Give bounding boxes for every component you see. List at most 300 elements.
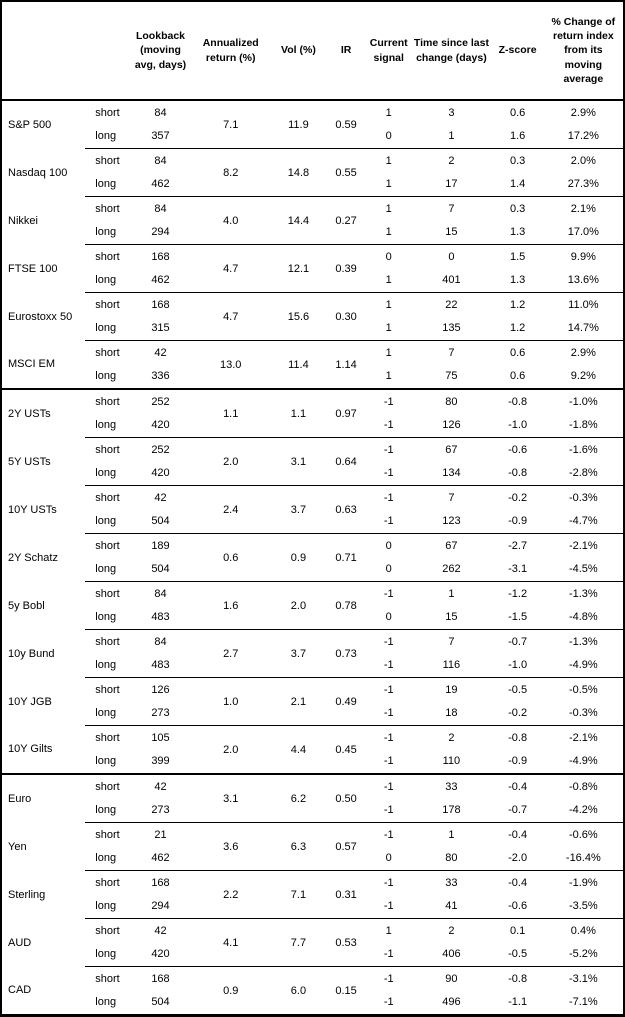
signal-cell: -1 xyxy=(383,948,394,961)
signal-cell: -1 xyxy=(366,389,411,414)
lookback-cell: 105 xyxy=(130,726,190,750)
ir-cell: 0.39 xyxy=(326,245,366,293)
pct-change-cell: -16.4% xyxy=(565,852,601,865)
zscore-cell: 1.3 xyxy=(509,226,526,239)
horizon-cell: long xyxy=(95,515,117,528)
asset-row-short xyxy=(1,823,624,847)
horizon-cell: short xyxy=(85,293,130,317)
lookback-cell: 42 xyxy=(130,919,190,943)
pct-change-cell: -1.3% xyxy=(544,630,624,654)
col-header-asset xyxy=(1,1,85,100)
asset-row-short xyxy=(1,919,624,943)
time-since-cell: 262 xyxy=(442,563,461,576)
asset-name: MSCI EM xyxy=(8,358,56,371)
col-header-time-since-last-change: Time since last change (days) xyxy=(411,1,491,100)
vol-cell: 3.1 xyxy=(271,438,326,486)
time-since-cell: 19 xyxy=(411,678,491,702)
zscore-cell: -0.8 xyxy=(492,389,544,414)
horizon-cell: long xyxy=(95,852,117,865)
time-since-cell: 7 xyxy=(411,630,491,654)
pct-change-cell: -0.6% xyxy=(544,823,624,847)
col-header-annualized-return: Annualized return (%) xyxy=(191,1,271,100)
lookback-cell: 294 xyxy=(151,226,170,239)
annualized-return-cell: 3.1 xyxy=(191,774,271,823)
col-header-zscore: Z-score xyxy=(492,1,544,100)
pct-change-cell: -0.8% xyxy=(544,774,624,799)
lookback-cell: 42 xyxy=(130,486,190,510)
annualized-return-cell: 2.4 xyxy=(191,486,271,534)
signal-cell: 1 xyxy=(366,149,411,173)
pct-change-cell: -4.9% xyxy=(568,659,598,672)
time-since-cell: 22 xyxy=(411,293,491,317)
annualized-return-cell: 3.6 xyxy=(191,823,271,871)
signal-cell: -1 xyxy=(366,774,411,799)
lookback-cell: 357 xyxy=(151,130,170,143)
time-since-cell: 67 xyxy=(411,534,491,558)
asset-name: AUD xyxy=(8,936,32,949)
signal-cell: 0 xyxy=(385,130,392,143)
annualized-return-cell: 2.2 xyxy=(191,871,271,919)
vol-cell: 15.6 xyxy=(271,293,326,341)
signal-cell: -1 xyxy=(383,804,394,817)
pct-change-cell: -4.8% xyxy=(568,611,598,624)
annualized-return-cell: 2.7 xyxy=(191,630,271,678)
horizon-cell: long xyxy=(95,707,117,720)
ir-cell: 0.50 xyxy=(326,774,366,823)
zscore-cell: 0.6 xyxy=(492,341,544,365)
col-header-current-signal: Current signal xyxy=(366,1,411,100)
pct-change-cell: -2.1% xyxy=(544,726,624,750)
signal-cell: -1 xyxy=(383,419,394,432)
zscore-cell: 1.5 xyxy=(492,245,544,269)
time-since-cell: 80 xyxy=(445,852,458,865)
signal-cell: 0 xyxy=(385,563,392,576)
annualized-return-cell: 4.7 xyxy=(191,245,271,293)
signal-cell: -1 xyxy=(383,900,394,913)
horizon-cell: long xyxy=(95,178,117,191)
time-since-cell: 126 xyxy=(442,419,461,432)
signal-cell: -1 xyxy=(366,582,411,606)
lookback-cell: 84 xyxy=(130,582,190,606)
horizon-cell: long xyxy=(95,226,117,239)
signal-cell: 1 xyxy=(385,226,392,239)
lookback-cell: 420 xyxy=(151,419,170,432)
pct-change-cell: -3.1% xyxy=(544,967,624,991)
lookback-cell: 168 xyxy=(130,293,190,317)
signal-cell: 1 xyxy=(385,322,392,335)
lookback-cell: 294 xyxy=(151,900,170,913)
vol-cell: 11.4 xyxy=(271,341,326,390)
zscore-cell: -3.1 xyxy=(508,563,528,576)
pct-change-cell: -4.7% xyxy=(568,515,598,528)
lookback-cell: 273 xyxy=(151,804,170,817)
signal-cell: 0 xyxy=(366,534,411,558)
asset-row-short xyxy=(1,438,624,462)
signal-cell: -1 xyxy=(383,996,394,1009)
asset-row-short xyxy=(1,871,624,895)
lookback-cell: 504 xyxy=(151,515,170,528)
signal-cell: 1 xyxy=(366,197,411,221)
zscore-cell: 0.3 xyxy=(492,149,544,173)
pct-change-cell: 14.7% xyxy=(567,322,599,335)
vol-cell: 3.7 xyxy=(271,630,326,678)
pct-change-cell: -7.1% xyxy=(568,996,598,1009)
horizon-cell: long xyxy=(95,419,117,432)
asset-row-short xyxy=(1,486,624,510)
time-since-cell: 17 xyxy=(445,178,458,191)
time-since-cell: 496 xyxy=(442,996,461,1009)
time-since-cell: 41 xyxy=(445,900,458,913)
vol-cell: 6.2 xyxy=(271,774,326,823)
horizon-cell: short xyxy=(85,774,130,799)
asset-name: Nikkei xyxy=(8,214,38,227)
signal-cell: -1 xyxy=(366,726,411,750)
signal-cell: 1 xyxy=(385,274,392,287)
zscore-cell: 1.3 xyxy=(509,274,526,287)
lookback-cell: 21 xyxy=(130,823,190,847)
signal-cell: -1 xyxy=(366,967,411,991)
zscore-cell: -1.0 xyxy=(508,659,528,672)
signal-cell: -1 xyxy=(383,515,394,528)
pct-change-cell: 9.2% xyxy=(570,370,596,383)
ir-cell: 0.63 xyxy=(326,486,366,534)
horizon-cell: short xyxy=(85,967,130,991)
horizon-cell: short xyxy=(85,197,130,221)
horizon-cell: short xyxy=(85,245,130,269)
header-row xyxy=(1,1,624,100)
col-header-lookback: Lookback (moving avg, days) xyxy=(130,1,190,100)
col-header-vol: Vol (%) xyxy=(271,1,326,100)
asset-name: CAD xyxy=(8,984,32,997)
zscore-cell: 1.6 xyxy=(509,130,526,143)
pct-change-cell: 13.6% xyxy=(567,274,599,287)
pct-change-cell: 9.9% xyxy=(544,245,624,269)
time-since-cell: 0 xyxy=(411,245,491,269)
col-header-ir: IR xyxy=(326,1,366,100)
vol-cell: 6.3 xyxy=(271,823,326,871)
horizon-cell: long xyxy=(95,804,117,817)
ir-cell: 0.73 xyxy=(326,630,366,678)
ir-cell: 0.15 xyxy=(326,967,366,1016)
asset-row-short xyxy=(1,582,624,606)
asset-name: 10Y JGB xyxy=(8,695,52,708)
ir-cell: 0.97 xyxy=(326,389,366,438)
lookback-cell: 252 xyxy=(130,438,190,462)
ir-cell: 0.64 xyxy=(326,438,366,486)
annualized-return-cell: 1.6 xyxy=(191,582,271,630)
lookback-cell: 84 xyxy=(130,630,190,654)
time-since-cell: 1 xyxy=(411,823,491,847)
asset-name: 2Y USTs xyxy=(1,389,85,438)
horizon-cell: short xyxy=(85,582,130,606)
ir-cell: 1.14 xyxy=(326,341,366,390)
ir-cell: 0.59 xyxy=(335,118,357,131)
horizon-cell: long xyxy=(95,755,117,768)
horizon-cell: long xyxy=(95,467,117,480)
zscore-cell: 0.3 xyxy=(492,197,544,221)
asset-name: 10y Bund xyxy=(8,647,55,660)
zscore-cell: -0.7 xyxy=(508,804,528,817)
pct-change-cell: 2.1% xyxy=(544,197,624,221)
time-since-cell: 2 xyxy=(411,149,491,173)
lookback-cell: 504 xyxy=(151,996,170,1009)
zscore-cell: -1.5 xyxy=(508,611,528,624)
asset-row-short xyxy=(1,774,624,799)
vol-cell: 12.1 xyxy=(271,245,326,293)
horizon-cell: short xyxy=(85,726,130,750)
signal-cell: 1 xyxy=(366,919,411,943)
horizon-cell: short xyxy=(85,389,130,414)
zscore-cell: 0.6 xyxy=(509,106,526,119)
asset-name: 2Y Schatz xyxy=(8,551,58,564)
asset-name: 10Y USTs xyxy=(8,503,57,516)
col-header-horizon xyxy=(85,1,130,100)
ir-cell: 0.71 xyxy=(326,534,366,582)
signal-cell: 1 xyxy=(385,178,392,191)
ir-cell: 0.30 xyxy=(326,293,366,341)
asset-row-short xyxy=(1,149,624,173)
time-since-cell: 67 xyxy=(411,438,491,462)
pct-change-cell: 17.2% xyxy=(567,130,599,143)
signal-cell: -1 xyxy=(366,630,411,654)
signal-cell: -1 xyxy=(366,438,411,462)
lookback-cell: 84 xyxy=(130,149,190,173)
pct-change-cell: 2.9% xyxy=(570,106,596,119)
lookback-cell: 126 xyxy=(130,678,190,702)
annualized-return-cell: 4.1 xyxy=(191,919,271,967)
horizon-cell: short xyxy=(85,823,130,847)
asset-row-short xyxy=(1,341,624,365)
table-header xyxy=(1,1,624,100)
time-since-cell: 33 xyxy=(411,774,491,799)
asset-name: FTSE 100 xyxy=(8,262,58,275)
horizon-cell: long xyxy=(95,996,117,1009)
time-since-cell: 15 xyxy=(445,611,458,624)
zscore-cell: -2.7 xyxy=(492,534,544,558)
annualized-return-cell: 4.0 xyxy=(191,197,271,245)
pct-change-cell: 2.9% xyxy=(544,341,624,365)
ir-cell: 0.49 xyxy=(326,678,366,726)
pct-change-cell: -0.3% xyxy=(544,486,624,510)
lookback-cell: 84 xyxy=(130,197,190,221)
zscore-cell: 1.4 xyxy=(509,178,526,191)
pct-change-cell: -4.5% xyxy=(568,563,598,576)
annualized-return-cell: 7.1 xyxy=(223,118,239,131)
zscore-cell: -1.0 xyxy=(508,419,528,432)
zscore-cell: -1.1 xyxy=(508,996,528,1009)
time-since-cell: 18 xyxy=(445,707,458,720)
time-since-cell: 15 xyxy=(445,226,458,239)
zscore-cell: -0.8 xyxy=(492,967,544,991)
asset-row-short xyxy=(1,100,624,125)
horizon-cell: long xyxy=(95,274,117,287)
asset-name: S&P 500 xyxy=(8,118,52,131)
time-since-cell: 1 xyxy=(411,582,491,606)
pct-change-cell: -4.2% xyxy=(568,804,598,817)
signal-cell: -1 xyxy=(383,659,394,672)
horizon-cell: short xyxy=(85,341,130,365)
col-header-pct-change-from-ma: % Change of return index from its moving average xyxy=(544,1,624,100)
pct-change-cell: -1.9% xyxy=(544,871,624,895)
asset-row-short xyxy=(1,726,624,750)
lookback-cell: 462 xyxy=(151,852,170,865)
asset-row-short xyxy=(1,245,624,269)
asset-row-short xyxy=(1,197,624,221)
signal-cell: 0 xyxy=(366,245,411,269)
time-since-cell: 2 xyxy=(411,726,491,750)
horizon-cell: short xyxy=(85,919,130,943)
signal-cell: 1 xyxy=(366,293,411,317)
asset-row-short xyxy=(1,678,624,702)
vol-cell: 1.1 xyxy=(271,389,326,438)
lookback-cell: 483 xyxy=(151,659,170,672)
lookback-cell: 168 xyxy=(130,967,190,991)
time-since-cell: 7 xyxy=(411,197,491,221)
asset-name: Eurostoxx 50 xyxy=(8,310,73,323)
signal-cell: 1 xyxy=(385,370,392,383)
annualized-return-cell: 1.1 xyxy=(191,389,271,438)
horizon-cell: short xyxy=(85,149,130,173)
asset-name: 5Y USTs xyxy=(8,455,51,468)
time-since-cell: 7 xyxy=(411,486,491,510)
annualized-return-cell: 2.0 xyxy=(191,438,271,486)
asset-name: 5y Bobl xyxy=(8,599,45,612)
zscore-cell: -0.8 xyxy=(492,726,544,750)
ir-cell: 0.57 xyxy=(326,823,366,871)
horizon-cell: short xyxy=(85,486,130,510)
lookback-cell: 273 xyxy=(151,707,170,720)
asset-row-short xyxy=(1,293,624,317)
signal-cell: 1 xyxy=(385,106,392,119)
pct-change-cell: 27.3% xyxy=(567,178,599,191)
signal-cell: 0 xyxy=(385,611,392,624)
vol-cell: 7.1 xyxy=(271,871,326,919)
signal-cell: -1 xyxy=(383,467,394,480)
vol-cell: 7.7 xyxy=(271,919,326,967)
lookback-cell: 399 xyxy=(151,755,170,768)
lookback-cell: 462 xyxy=(151,178,170,191)
pct-change-cell: -1.8% xyxy=(568,419,598,432)
lookback-cell: 168 xyxy=(130,245,190,269)
zscore-cell: 0.6 xyxy=(509,370,526,383)
signal-cell: -1 xyxy=(383,755,394,768)
zscore-cell: -0.8 xyxy=(508,467,528,480)
lookback-cell: 504 xyxy=(151,563,170,576)
time-since-cell: 406 xyxy=(442,948,461,961)
pct-change-cell: 11.0% xyxy=(544,293,624,317)
zscore-cell: -0.6 xyxy=(508,900,528,913)
zscore-cell: 1.2 xyxy=(492,293,544,317)
signal-cell: -1 xyxy=(383,707,394,720)
time-since-cell: 135 xyxy=(442,322,461,335)
zscore-cell: -1.2 xyxy=(492,582,544,606)
annualized-return-cell: 1.0 xyxy=(191,678,271,726)
zscore-cell: -0.4 xyxy=(492,774,544,799)
time-since-cell: 33 xyxy=(411,871,491,895)
annualized-return-cell: 0.9 xyxy=(191,967,271,1016)
zscore-cell: -0.9 xyxy=(508,755,528,768)
horizon-cell: short xyxy=(95,106,120,119)
ir-cell: 0.45 xyxy=(326,726,366,775)
horizon-cell: long xyxy=(95,948,117,961)
signal-cell: -1 xyxy=(366,486,411,510)
asset-name: Sterling xyxy=(8,888,46,901)
pct-change-cell: -1.3% xyxy=(544,582,624,606)
asset-name: Nasdaq 100 xyxy=(8,166,68,179)
zscore-cell: -0.4 xyxy=(492,871,544,895)
asset-row-short xyxy=(1,534,624,558)
horizon-cell: short xyxy=(85,534,130,558)
lookback-cell: 420 xyxy=(151,948,170,961)
annualized-return-cell: 0.6 xyxy=(191,534,271,582)
horizon-cell: short xyxy=(85,438,130,462)
time-since-cell: 178 xyxy=(442,804,461,817)
lookback-cell: 168 xyxy=(130,871,190,895)
zscore-cell: -0.5 xyxy=(508,948,528,961)
time-since-cell: 2 xyxy=(411,919,491,943)
zscore-cell: -0.2 xyxy=(508,707,528,720)
annualized-return-cell: 8.2 xyxy=(191,149,271,197)
zscore-cell: -0.5 xyxy=(492,678,544,702)
asset-row-short xyxy=(1,967,624,991)
pct-change-cell: 2.0% xyxy=(544,149,624,173)
pct-change-cell: -1.6% xyxy=(544,438,624,462)
horizon-cell: long xyxy=(95,563,117,576)
time-since-cell: 7 xyxy=(411,341,491,365)
asset-row-short xyxy=(1,389,624,414)
horizon-cell: long xyxy=(95,900,117,913)
asset-name: 10Y Gilts xyxy=(8,743,53,756)
time-since-cell: 3 xyxy=(448,106,455,119)
asset-row-short xyxy=(1,630,624,654)
horizon-cell: long xyxy=(95,130,117,143)
lookback-cell: 483 xyxy=(151,611,170,624)
pct-change-cell: -1.0% xyxy=(544,389,624,414)
horizon-cell: short xyxy=(85,871,130,895)
ir-cell: 0.55 xyxy=(326,149,366,197)
zscore-cell: -0.7 xyxy=(492,630,544,654)
horizon-cell: short xyxy=(85,678,130,702)
signal-cell: 0 xyxy=(385,852,392,865)
pct-change-cell: -2.8% xyxy=(568,467,598,480)
time-since-cell: 75 xyxy=(445,370,458,383)
ir-cell: 0.53 xyxy=(326,919,366,967)
time-since-cell: 401 xyxy=(442,274,461,287)
zscore-cell: -0.9 xyxy=(508,515,528,528)
lookback-cell: 420 xyxy=(151,467,170,480)
asset-name: Euro xyxy=(1,774,85,823)
signal-cell: -1 xyxy=(366,823,411,847)
horizon-cell: long xyxy=(95,611,117,624)
pct-change-cell: -0.5% xyxy=(544,678,624,702)
lookback-cell: 84 xyxy=(154,106,167,119)
zscore-cell: -0.6 xyxy=(492,438,544,462)
zscore-cell: -0.4 xyxy=(492,823,544,847)
vol-cell: 2.0 xyxy=(271,582,326,630)
asset-name: Yen xyxy=(8,840,27,853)
lookback-cell: 336 xyxy=(151,370,170,383)
vol-cell: 4.4 xyxy=(271,726,326,775)
lookback-cell: 252 xyxy=(130,389,190,414)
zscore-cell: -0.2 xyxy=(492,486,544,510)
lookback-cell: 315 xyxy=(151,322,170,335)
vol-cell: 0.9 xyxy=(271,534,326,582)
annualized-return-cell: 2.0 xyxy=(191,726,271,775)
lookback-cell: 462 xyxy=(151,274,170,287)
time-since-cell: 123 xyxy=(442,515,461,528)
horizon-cell: long xyxy=(95,370,117,383)
lookback-cell: 189 xyxy=(130,534,190,558)
